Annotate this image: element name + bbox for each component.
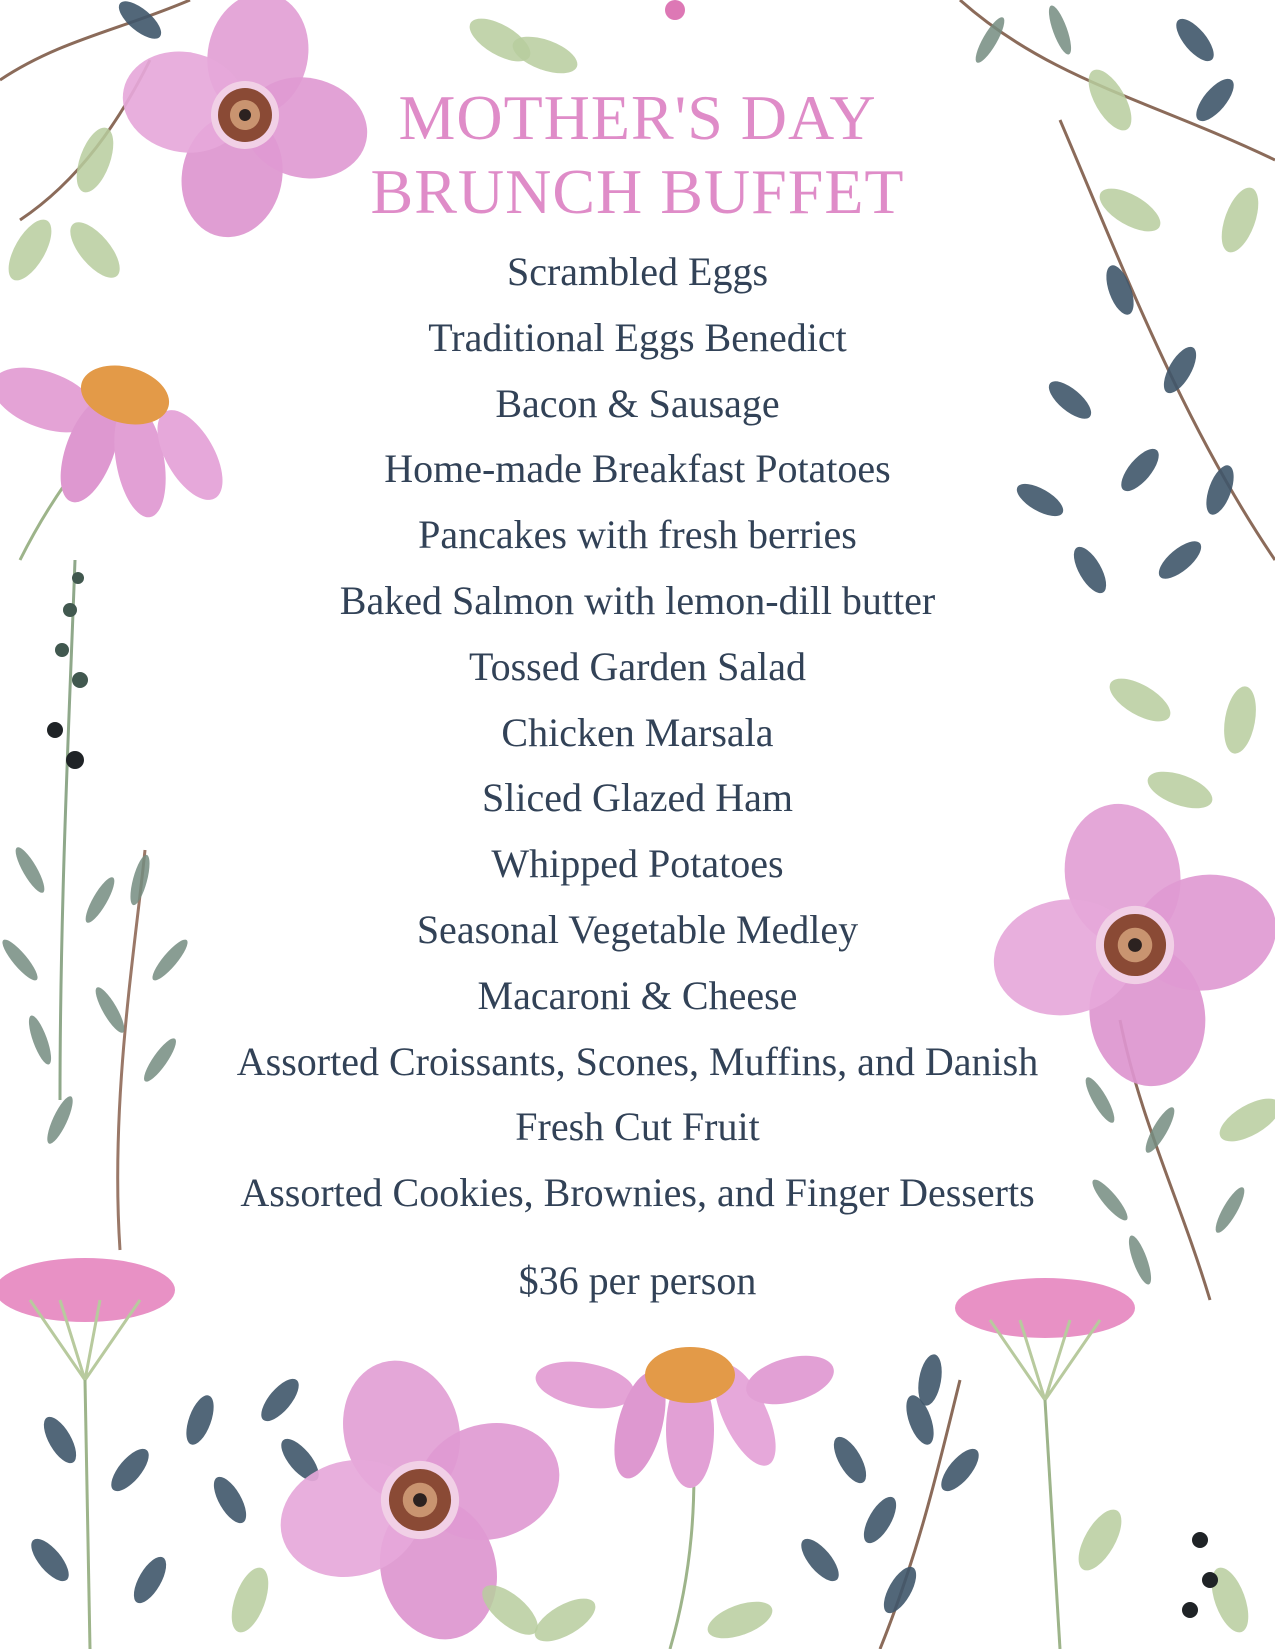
- menu-item: Assorted Croissants, Scones, Muffins, and Danish: [236, 1038, 1039, 1084]
- menu-item: Home-made Breakfast Potatoes: [384, 446, 891, 492]
- menu-item: Baked Salmon with lemon-dill butter: [339, 577, 936, 623]
- menu-item: Chicken Marsala: [501, 709, 774, 755]
- menu-list: [0, 239, 1275, 1226]
- menu-item: Tossed Garden Salad: [468, 643, 807, 689]
- menu-item: Fresh Cut Fruit: [515, 1104, 760, 1150]
- menu-item: Bacon & Sausage: [495, 380, 780, 426]
- menu-item: Pancakes with fresh berries: [418, 512, 857, 558]
- price-text: $36 per person: [518, 1258, 757, 1303]
- right-lace-flower-icon: [955, 1278, 1256, 1649]
- menu-item: Whipped Potatoes: [491, 841, 784, 887]
- page-title-line-2: BRUNCH BUFFET: [370, 156, 905, 227]
- menu-item: Sliced Glazed Ham: [482, 775, 793, 821]
- menu-item: Seasonal Vegetable Medley: [416, 906, 859, 952]
- page-title-line-1: MOTHER'S DAY: [398, 82, 877, 153]
- menu-item: Assorted Cookies, Brownies, and Finger Desserts: [240, 1170, 1035, 1216]
- menu-item: Traditional Eggs Benedict: [428, 314, 847, 360]
- bottom-right-foliage-icon: [795, 1352, 985, 1649]
- menu-item: Scrambled Eggs: [506, 249, 769, 294]
- left-lace-flower-icon: [0, 1258, 325, 1649]
- menu-item: Macaroni & Cheese: [477, 972, 798, 1018]
